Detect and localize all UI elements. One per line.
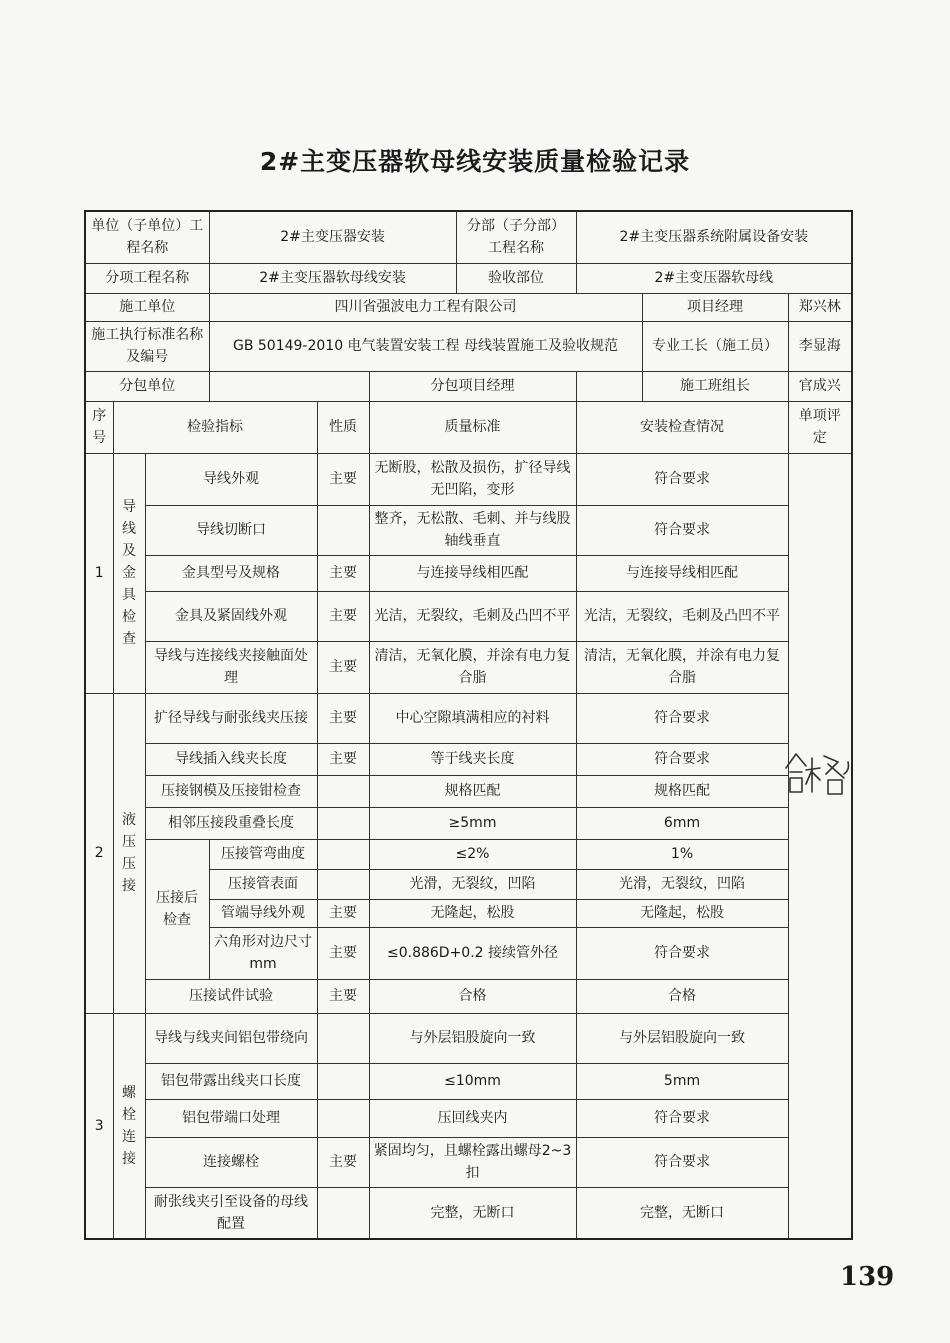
nature-cell: 主要 — [317, 743, 369, 775]
standard-cell: 光滑，无裂纹，凹陷 — [369, 869, 576, 899]
page-number: 139 — [840, 1262, 895, 1292]
standard-cell: 无断股，松散及损伤，扩径导线无凹陷，变形 — [369, 453, 576, 505]
result-cell: 完整，无断口 — [576, 1187, 788, 1239]
item-value: 2#主变压器软母线安装 — [209, 263, 456, 293]
unit-label: 单位（子单位）工程名称 — [85, 211, 209, 263]
indicator-cell: 金具及紧固线外观 — [145, 591, 317, 641]
contractor-value: 四川省强波电力工程有限公司 — [209, 293, 642, 321]
item-label: 分项工程名称 — [85, 263, 209, 293]
column-header-row — [85, 401, 852, 453]
col-standard: 质量标准 — [369, 401, 576, 453]
division-value: 2#主变压器系统附属设备安装 — [576, 211, 852, 263]
standard-cell: ≤2% — [369, 839, 576, 869]
nature-cell — [317, 869, 369, 899]
indicator-cell: 扩径导线与耐张线夹压接 — [145, 693, 317, 743]
indicator-cell: 导线插入线夹长度 — [145, 743, 317, 775]
col-result: 安装检查情况 — [576, 401, 788, 453]
group-name: 导线及金具检查 — [113, 453, 145, 693]
indicator-cell: 压接钢模及压接钳检查 — [145, 775, 317, 807]
group-name: 液压压接 — [113, 693, 145, 1013]
indicator-cell: 压接试件试验 — [145, 979, 317, 1013]
indicator-cell: 铝包带端口处理 — [145, 1099, 317, 1137]
nature-cell — [317, 775, 369, 807]
table-row — [85, 1013, 852, 1063]
standard-cell: ≥5mm — [369, 807, 576, 839]
col-seq: 序号 — [85, 401, 113, 453]
nature-cell: 主要 — [317, 693, 369, 743]
table-row — [85, 1187, 852, 1239]
result-cell: 符合要求 — [576, 927, 788, 979]
rating-cell — [788, 453, 852, 1239]
result-cell: 5mm — [576, 1063, 788, 1099]
col-rating: 单项评定 — [788, 401, 852, 453]
standard-cell: 与连接导线相匹配 — [369, 555, 576, 591]
rating-signature — [782, 740, 852, 804]
standard-cell: 无隆起，松股 — [369, 899, 576, 927]
pm-value: 郑兴林 — [788, 293, 852, 321]
indicator-cell: 六角形对边尺寸 mm — [209, 927, 317, 979]
result-cell: 符合要求 — [576, 1137, 788, 1187]
standard-cell: ≤0.886D+0.2 接续管外径 — [369, 927, 576, 979]
nature-cell — [317, 505, 369, 555]
result-cell: 符合要求 — [576, 1099, 788, 1137]
standard-cell: 中心空隙填满相应的衬料 — [369, 693, 576, 743]
pm-label: 项目经理 — [642, 293, 788, 321]
indicator-cell: 导线切断口 — [145, 505, 317, 555]
col-nature: 性质 — [317, 401, 369, 453]
division-label: 分部（子分部）工程名称 — [456, 211, 576, 263]
result-cell: 清洁，无氧化膜，并涂有电力复合脂 — [576, 641, 788, 693]
table-row — [85, 1137, 852, 1187]
standard-cell: 合格 — [369, 979, 576, 1013]
standard-cell: 清洁，无氧化膜，并涂有电力复合脂 — [369, 641, 576, 693]
table-row — [85, 641, 852, 693]
result-cell: 与连接导线相匹配 — [576, 555, 788, 591]
sub-pm-value — [576, 371, 642, 401]
nature-cell — [317, 1063, 369, 1099]
standard-cell: 规格匹配 — [369, 775, 576, 807]
nature-cell: 主要 — [317, 927, 369, 979]
nature-cell: 主要 — [317, 979, 369, 1013]
standard-cell: 光洁，无裂纹，毛刺及凸凹不平 — [369, 591, 576, 641]
standard-cell: ≤10mm — [369, 1063, 576, 1099]
contractor-label: 施工单位 — [85, 293, 209, 321]
table-row — [85, 1063, 852, 1099]
table-row — [85, 743, 852, 775]
col-indicator: 检验指标 — [113, 401, 317, 453]
page-title: 2#主变压器软母线安装质量检验记录 — [259, 147, 691, 176]
group-seq: 1 — [85, 453, 113, 693]
header-row-standard — [85, 321, 852, 371]
sub-value — [209, 371, 369, 401]
table-row — [85, 775, 852, 807]
nature-cell: 主要 — [317, 899, 369, 927]
nature-cell — [317, 839, 369, 869]
nature-cell — [317, 807, 369, 839]
indicator-cell: 导线外观 — [145, 453, 317, 505]
indicator-cell: 金具型号及规格 — [145, 555, 317, 591]
standard-cell: 压回线夹内 — [369, 1099, 576, 1137]
standard-cell: 完整，无断口 — [369, 1187, 576, 1239]
group-name: 螺栓连接 — [113, 1013, 145, 1239]
header-row-contractor — [85, 293, 852, 321]
indicator-cell: 导线与连接线夹接触面处理 — [145, 641, 317, 693]
nature-cell — [317, 1187, 369, 1239]
table-row — [85, 555, 852, 591]
table-row — [85, 505, 852, 555]
result-cell: 符合要求 — [576, 453, 788, 505]
nature-cell: 主要 — [317, 453, 369, 505]
standard-cell: 紧固均匀，且螺栓露出螺母2~3扣 — [369, 1137, 576, 1187]
table-row — [85, 979, 852, 1013]
standard-cell: 整齐，无松散、毛刺、并与线股轴线垂直 — [369, 505, 576, 555]
result-cell: 符合要求 — [576, 693, 788, 743]
table-row — [85, 839, 852, 869]
nature-cell: 主要 — [317, 555, 369, 591]
team-label: 施工班组长 — [642, 371, 788, 401]
indicator-cell: 管端导线外观 — [209, 899, 317, 927]
table-row — [85, 591, 852, 641]
result-cell: 合格 — [576, 979, 788, 1013]
accept-value: 2#主变压器软母线 — [576, 263, 852, 293]
result-cell: 无隆起，松股 — [576, 899, 788, 927]
accept-label: 验收部位 — [456, 263, 576, 293]
standard-cell: 等于线夹长度 — [369, 743, 576, 775]
indicator-cell: 相邻压接段重叠长度 — [145, 807, 317, 839]
indicator-cell: 导线与线夹间铝包带绕向 — [145, 1013, 317, 1063]
table-row — [85, 693, 852, 743]
standard-label: 施工执行标准名称及编号 — [85, 321, 209, 371]
header-row-unit — [85, 211, 852, 263]
indicator-cell: 连接螺栓 — [145, 1137, 317, 1187]
standard-cell: 与外层铝股旋向一致 — [369, 1013, 576, 1063]
indicator-cell: 铝包带露出线夹口长度 — [145, 1063, 317, 1099]
group-seq: 2 — [85, 693, 113, 1013]
result-cell: 6mm — [576, 807, 788, 839]
table-row — [85, 807, 852, 839]
indicator-cell: 耐张线夹引至设备的母线配置 — [145, 1187, 317, 1239]
sub-label: 分包单位 — [85, 371, 209, 401]
foreman-label: 专业工长（施工员） — [642, 321, 788, 371]
nature-cell: 主要 — [317, 591, 369, 641]
result-cell: 光滑，无裂纹，凹陷 — [576, 869, 788, 899]
indicator-cell: 压接管表面 — [209, 869, 317, 899]
group-seq: 3 — [85, 1013, 113, 1239]
indicator-cell: 压接管弯曲度 — [209, 839, 317, 869]
result-cell: 符合要求 — [576, 743, 788, 775]
table-row — [85, 453, 852, 505]
header-row-item — [85, 263, 852, 293]
result-cell: 1% — [576, 839, 788, 869]
inspection-table — [84, 210, 853, 1240]
nature-cell — [317, 1099, 369, 1137]
table-row — [85, 1099, 852, 1137]
nature-cell: 主要 — [317, 641, 369, 693]
foreman-value: 李显海 — [788, 321, 852, 371]
result-cell: 规格匹配 — [576, 775, 788, 807]
team-value: 官成兴 — [788, 371, 852, 401]
nature-cell — [317, 1013, 369, 1063]
sub-group-label: 压接后检查 — [145, 839, 209, 979]
result-cell: 光洁，无裂纹，毛刺及凸凹不平 — [576, 591, 788, 641]
header-row-sub — [85, 371, 852, 401]
result-cell: 与外层铝股旋向一致 — [576, 1013, 788, 1063]
nature-cell: 主要 — [317, 1137, 369, 1187]
sub-pm-label: 分包项目经理 — [369, 371, 576, 401]
standard-value: GB 50149-2010 电气装置安装工程 母线装置施工及验收规范 — [209, 321, 642, 371]
result-cell: 符合要求 — [576, 505, 788, 555]
unit-value: 2#主变压器安装 — [209, 211, 456, 263]
